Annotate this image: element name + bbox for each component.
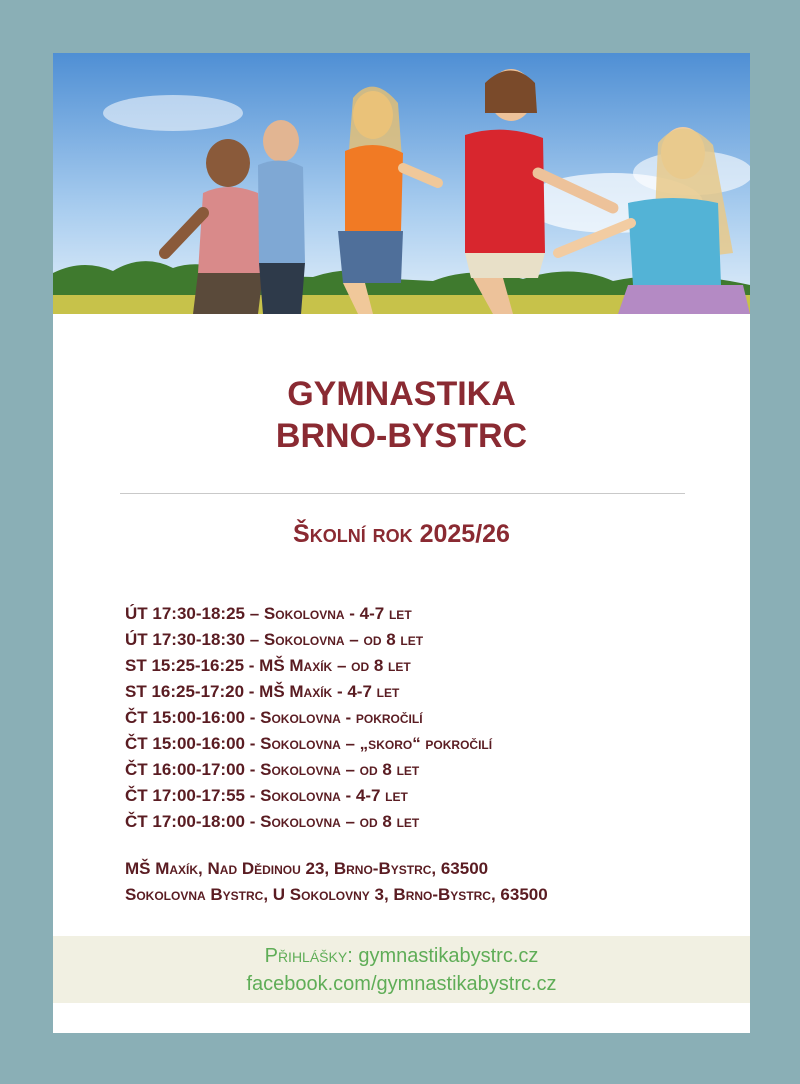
poster bbox=[53, 53, 750, 1033]
schedule-item: ST 15:25-16:25 - MŠ Maxík – od 8 let bbox=[125, 656, 411, 675]
schedule-item: ČT 16:00-17:00 - Sokolovna – od 8 let bbox=[125, 760, 420, 779]
title-line-2: BRNO-BYSTRC bbox=[275, 417, 528, 455]
page-title bbox=[53, 373, 750, 457]
registration-link[interactable]: gymnastikabystrc.cz bbox=[358, 945, 539, 967]
header-photo bbox=[53, 53, 750, 314]
venue-list bbox=[125, 856, 725, 908]
school-year: Školní rok 2025/26 bbox=[293, 520, 510, 548]
schedule-item: ST 16:25-17:20 - MŠ Maxík - 4-7 let bbox=[125, 682, 400, 701]
schedule-item: ČT 17:00-17:55 - Sokolovna - 4-7 let bbox=[125, 786, 408, 805]
schedule-item: ČT 17:00-18:00 - Sokolovna – od 8 let bbox=[125, 812, 420, 831]
registration-label: Přihlášky: bbox=[264, 945, 353, 967]
footer bbox=[53, 936, 750, 1003]
registration-line bbox=[53, 942, 750, 970]
schedule-item: ÚT 17:30-18:30 – Sokolovna – od 8 let bbox=[125, 630, 424, 649]
divider bbox=[120, 493, 685, 494]
schedule-item: ÚT 17:30-18:25 – Sokolovna - 4-7 let bbox=[125, 604, 412, 623]
schedule-item: ČT 15:00-16:00 - Sokolovna – „skoro“ pokročilí bbox=[125, 734, 493, 753]
schedule-list bbox=[125, 601, 705, 835]
title-line-1: GYMNASTIKA bbox=[287, 375, 516, 413]
venue-address: MŠ Maxík, Nad Dědinou 23, Brno-Bystrc, 63500 bbox=[125, 859, 489, 878]
venue-address: Sokolovna Bystrc, U Sokolovny 3, Brno-Bystrc, 63500 bbox=[125, 885, 548, 904]
schedule-item: ČT 15:00-16:00 - Sokolovna - pokročilí bbox=[125, 708, 423, 727]
facebook-link[interactable]: facebook.com/gymnastikabystrc.cz bbox=[246, 973, 557, 995]
